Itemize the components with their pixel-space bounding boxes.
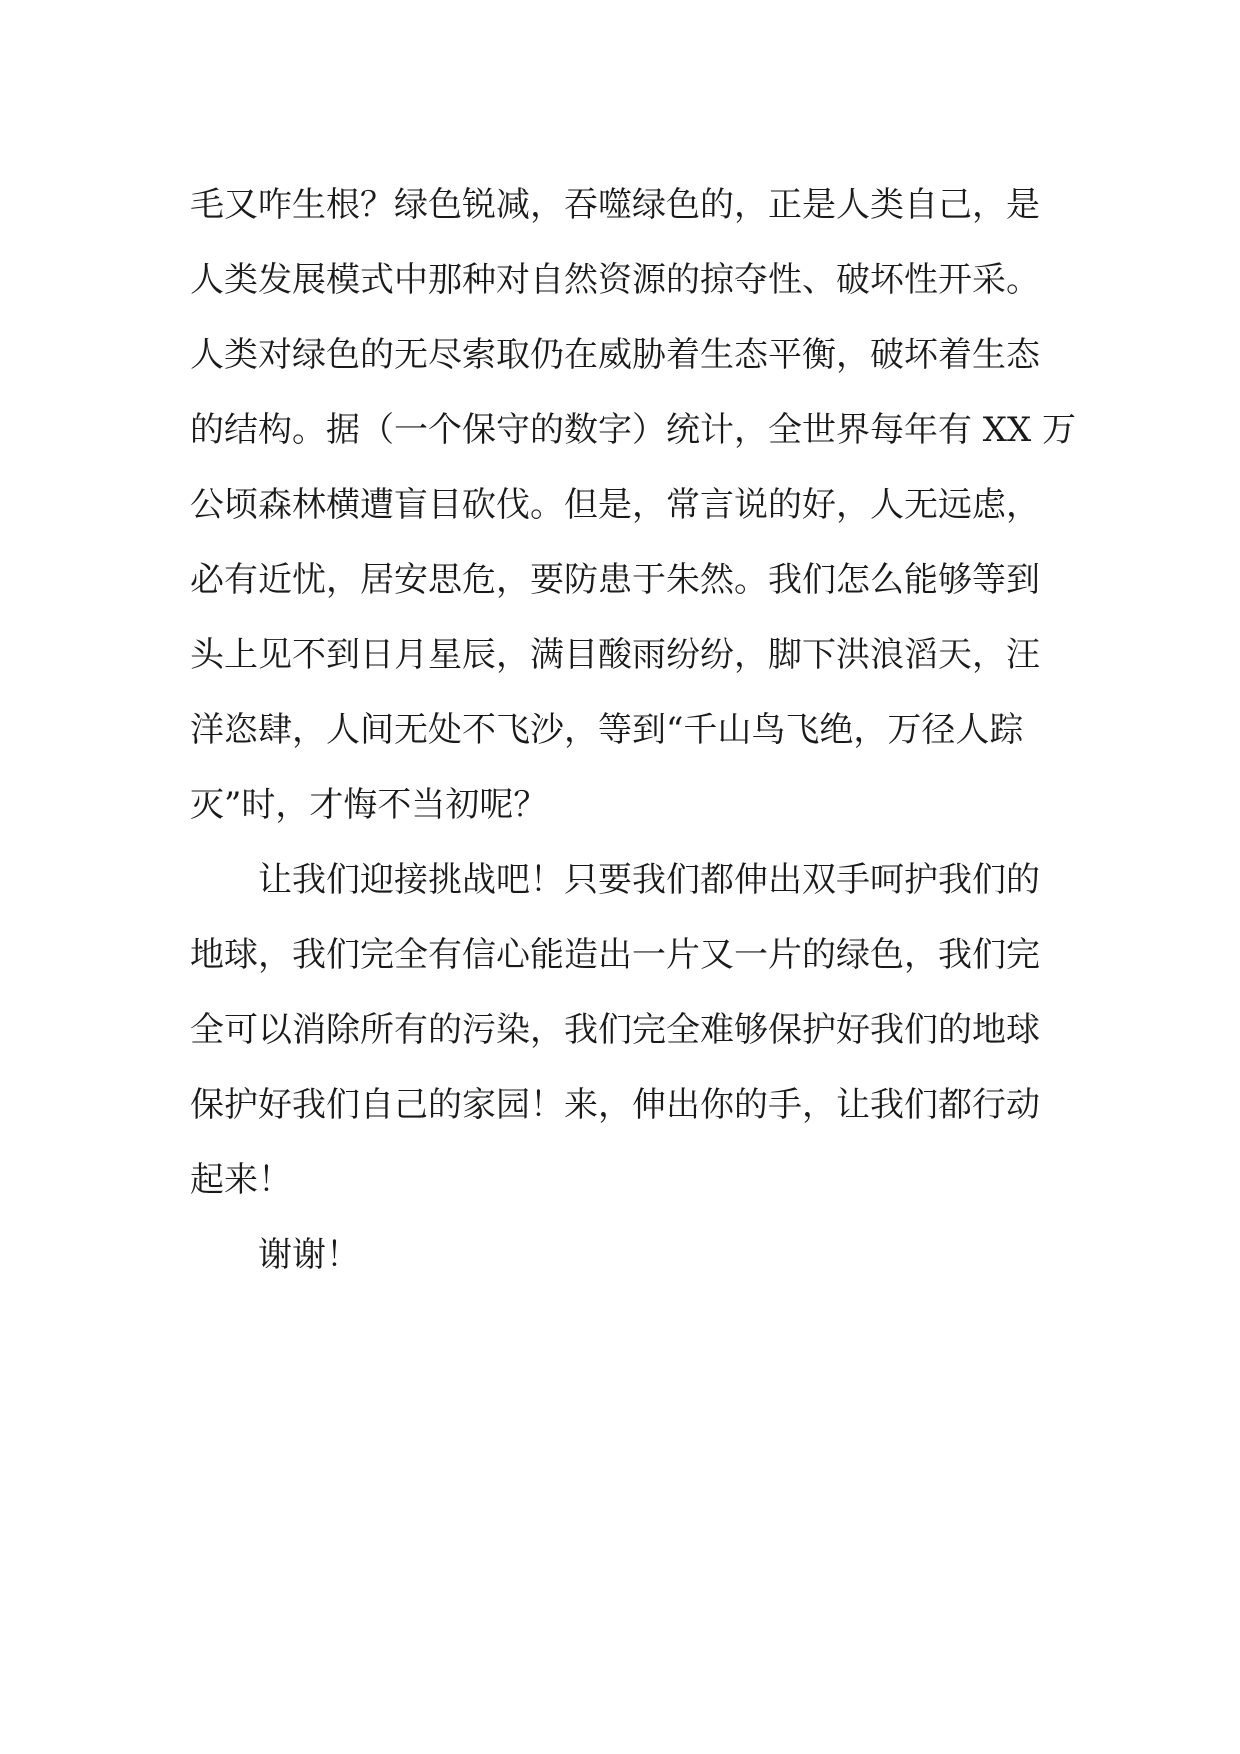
text-line: 灭”时，才悔不当初呢？ — [190, 785, 548, 825]
text-line: 头上见不到日月星辰，满目酸雨纷纷，脚下洪浪滔天，汪 — [190, 635, 1040, 675]
text-line: 保护好我们自己的家园！来，伸出你的手，让我们都行动 — [190, 1085, 1040, 1125]
text-line: 毛又咋生根？绿色锐减，吞噬绿色的，正是人类自己，是 — [190, 185, 1040, 225]
text-line: 公顷森林横遭盲目砍伐。但是，常言说的好，人无远虑， — [190, 485, 1040, 525]
text-line: 起来！ — [190, 1160, 292, 1200]
paragraph-start-line: 让我们迎接挑战吧！只要我们都伸出双手呵护我们的 — [258, 860, 1040, 900]
text-line: 的结构。据（一个保守的数字）统计，全世界每年有 XX 万 — [190, 410, 1077, 450]
closing-line: 谢谢！ — [258, 1235, 360, 1275]
text-line: 全可以消除所有的污染，我们完全难够保护好我们的地球 — [190, 1010, 1040, 1050]
speech-text — [190, 168, 1077, 1293]
text-line: 必有近忧，居安思危，要防患于朱然。我们怎么能够等到 — [190, 560, 1040, 600]
text-line: 人类发展模式中那种对自然资源的掠夺性、破坏性开采。 — [190, 260, 1040, 300]
text-line: 地球，我们完全有信心能造出一片又一片的绿色，我们完 — [190, 935, 1040, 975]
text-line: 洋恣肆，人间无处不飞沙，等到“千山鸟飞绝，万径人踪 — [190, 710, 1024, 750]
text-line: 人类对绿色的无尽索取仍在威胁着生态平衡，破坏着生态 — [190, 335, 1040, 375]
